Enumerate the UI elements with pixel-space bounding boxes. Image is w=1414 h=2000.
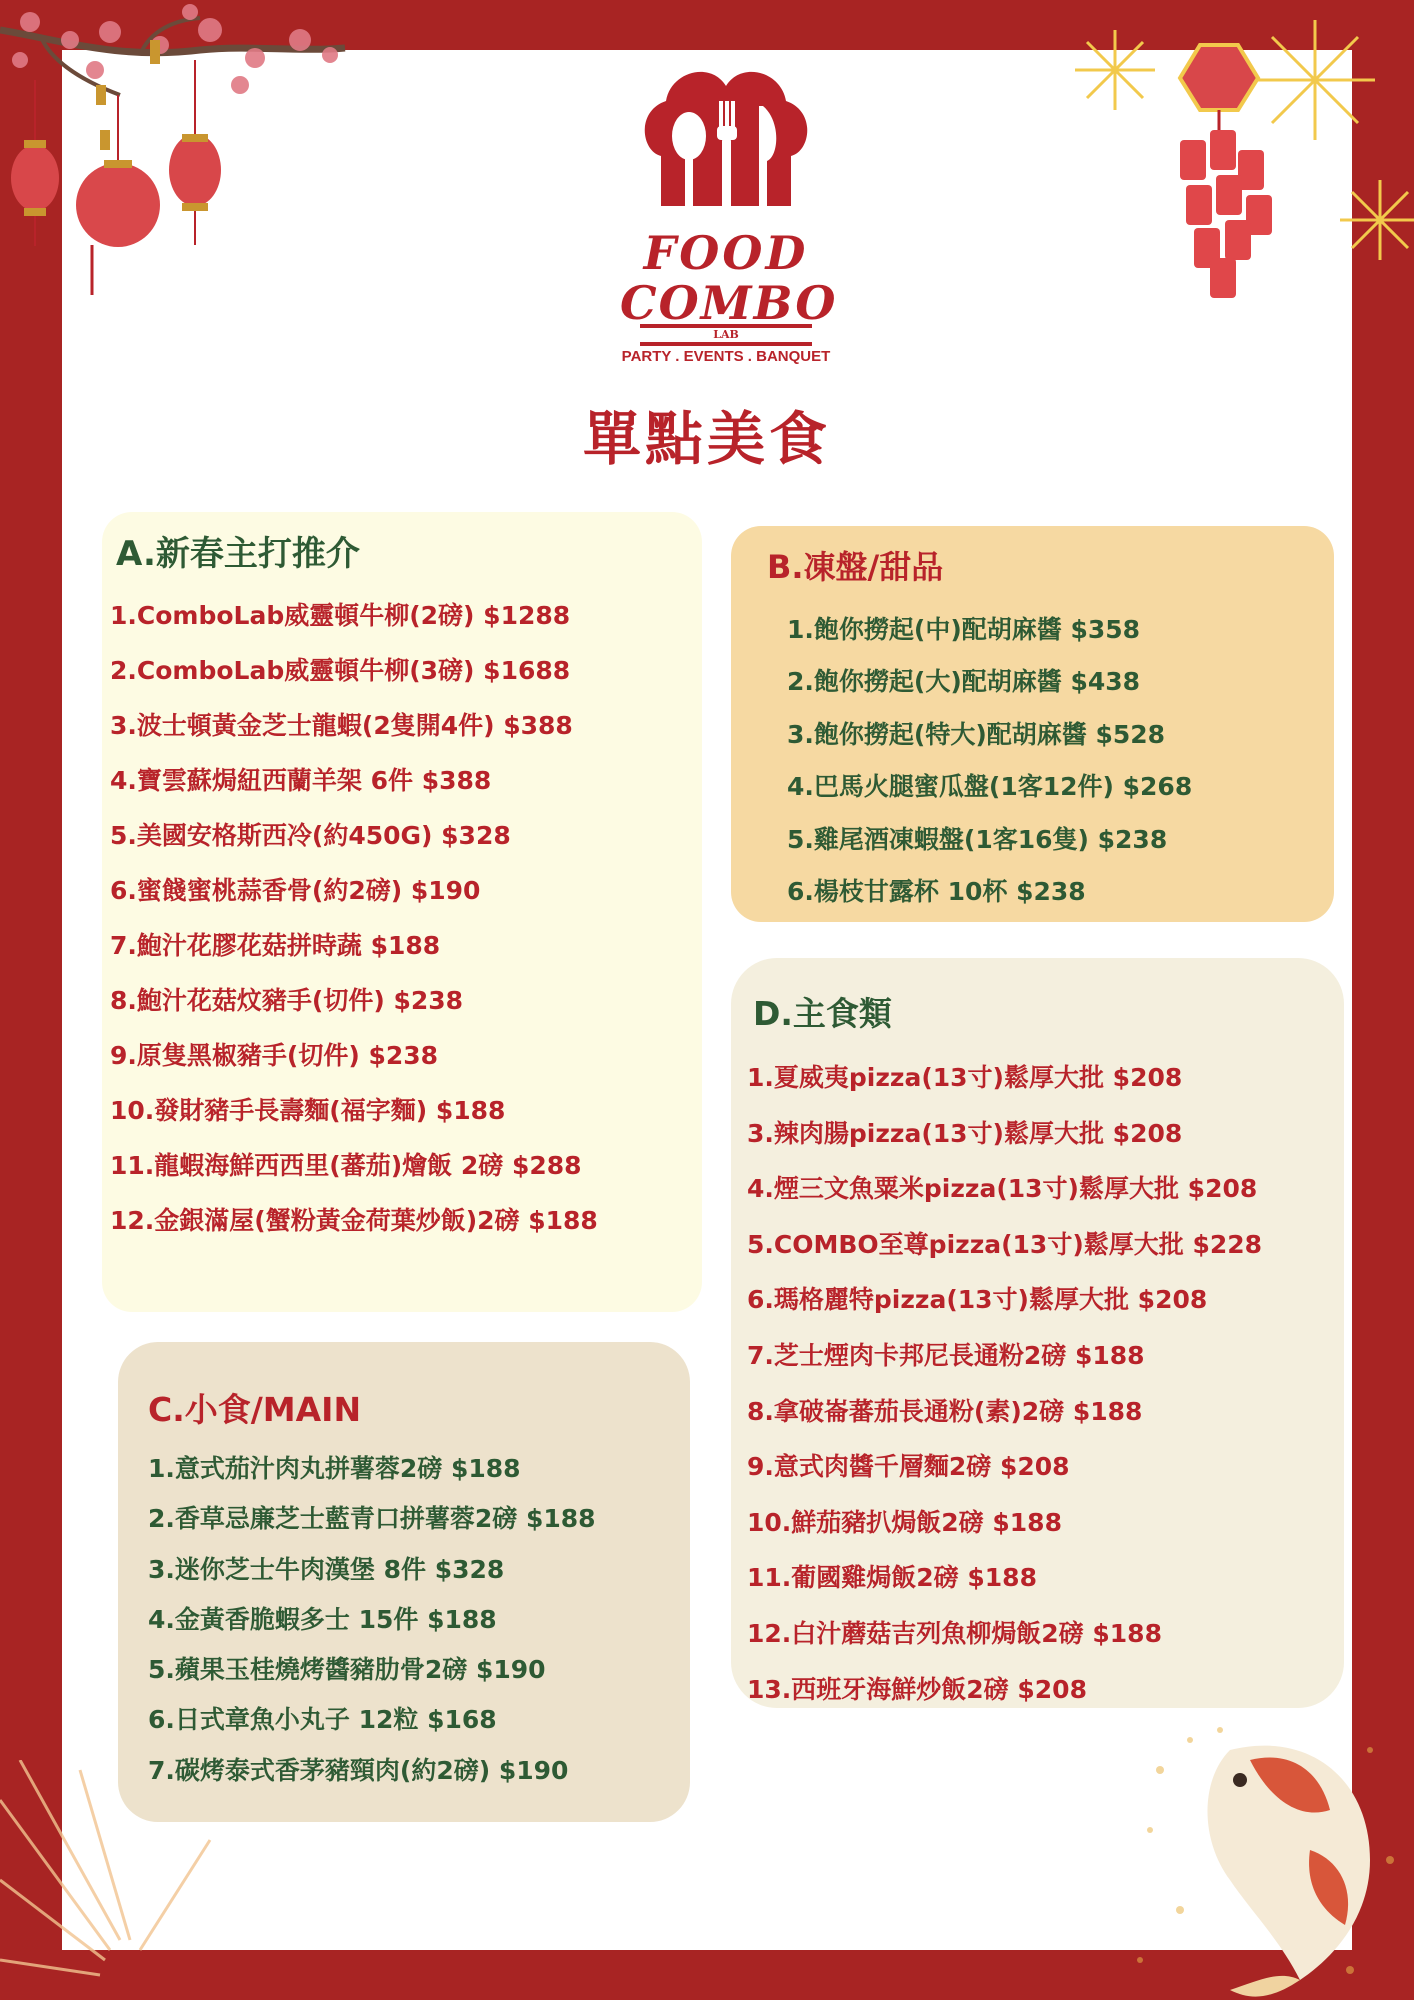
page-title: 單點美食: [582, 405, 831, 473]
menu-item: 6.楊枝甘露杯 10杯 $238: [787, 876, 1086, 906]
food-combo-lab-logo: [620, 66, 838, 372]
chef-hat-utensils-icon: [641, 66, 811, 232]
menu-item: 9.原隻黑椒豬手(切件) $238: [110, 1041, 439, 1070]
lantern-branch-decoration: [0, 0, 360, 310]
section-a-title: A.新春主打推介: [116, 534, 360, 574]
menu-item: 2.ComboLab威靈頓牛柳(3磅) $1688: [110, 656, 571, 685]
menu-item: 4.巴馬火腿蜜瓜盤(1客12件) $268: [787, 772, 1193, 802]
menu-item: 7.碳烤泰式香茅豬頸肉(約2磅) $190: [148, 1755, 569, 1785]
menu-item: 5.雞尾酒凍蝦盤(1客16隻) $238: [787, 824, 1168, 854]
menu-item: 6.蜜餞蜜桃蒜香骨(約2磅) $190: [110, 876, 481, 905]
menu-item: 5.美國安格斯西冷(約450G) $328: [110, 821, 511, 850]
menu-item: 5.蘋果玉桂燒烤醬豬肋骨2磅 $190: [148, 1655, 546, 1685]
menu-item: 7.芝士煙肉卡邦尼長通粉2磅 $188: [747, 1340, 1145, 1370]
menu-item: 6.日式章魚小丸子 12粒 $168: [148, 1705, 497, 1735]
menu-item: 8.鮑汁花菇炆豬手(切件) $238: [110, 986, 464, 1015]
section-b-title: B.凍盤/甜品: [767, 548, 944, 586]
menu-item: 2.香草忌廉芝士藍青口拼薯蓉2磅 $188: [148, 1504, 596, 1534]
menu-item: 1.ComboLab威靈頓牛柳(2磅) $1288: [110, 601, 571, 630]
section-b-panel: [731, 526, 1334, 922]
menu-item: 12.金銀滿屋(蟹粉黃金荷葉炒飯)2磅 $188: [110, 1206, 598, 1235]
firecracker-decoration: [1060, 0, 1414, 320]
menu-item: 1.夏威夷pizza(13寸)鬆厚大批 $208: [747, 1063, 1183, 1092]
section-a-list: [110, 588, 598, 1248]
section-c-list: [148, 1444, 596, 1796]
section-d-title: D.主食類: [753, 994, 892, 1033]
menu-item: 9.意式肉醬千層麵2磅 $208: [747, 1452, 1070, 1482]
menu-item: 11.龍蝦海鮮西西里(蕃茄)燴飯 2磅 $288: [110, 1151, 582, 1180]
logo-wordmark-lab: LAB: [640, 324, 812, 346]
menu-item: 7.鮑汁花膠花菇拼時蔬 $188: [110, 931, 441, 960]
section-b-list: [787, 604, 1192, 918]
menu-item: 3.迷你芝士牛肉漢堡 8件 $328: [148, 1554, 505, 1584]
menu-item: 4.煙三文魚粟米pizza(13寸)鬆厚大批 $208: [747, 1174, 1258, 1204]
section-c-title: C.小食/MAIN: [148, 1390, 362, 1429]
koi-fish-decoration: [1120, 1710, 1414, 2000]
menu-item: 8.拿破崙蕃茄長通粉(素)2磅 $188: [747, 1396, 1143, 1426]
section-c-panel: [118, 1342, 690, 1822]
logo-wordmark-combo: COMBO: [620, 276, 838, 330]
section-a-panel: [102, 512, 702, 1312]
menu-item: 10.發財豬手長壽麵(福字麵) $188: [110, 1096, 506, 1125]
menu-item: 11.葡國雞焗飯2磅 $188: [747, 1563, 1037, 1593]
menu-item: 1.意式茄汁肉丸拼薯蓉2磅 $188: [148, 1454, 521, 1483]
section-d-panel: [731, 958, 1344, 1708]
logo-tagline: PARTY . EVENTS . BANQUET: [621, 348, 831, 365]
menu-item: 2.飽你撈起(大)配胡麻醬 $438: [787, 667, 1141, 697]
menu-item: 12.白汁蘑菇吉列魚柳焗飯2磅 $188: [747, 1618, 1162, 1648]
menu-item: 3.辣肉腸pizza(13寸)鬆厚大批 $208: [747, 1118, 1183, 1148]
menu-item: 4.寶雲蘇焗紐西蘭羊架 6件 $388: [110, 766, 492, 795]
logo-wordmark-food: FOOD: [643, 226, 809, 280]
menu-item: 5.COMBO至尊pizza(13寸)鬆厚大批 $228: [747, 1229, 1263, 1259]
menu-item: 3.波士頓黃金芝士龍蝦(2隻開4件) $388: [110, 711, 573, 740]
menu-item: 13.西班牙海鮮炒飯2磅 $208: [747, 1674, 1087, 1704]
menu-item: 4.金黃香脆蝦多士 15件 $188: [148, 1604, 497, 1634]
menu-item: 3.飽你撈起(特大)配胡麻醬 $528: [787, 719, 1166, 749]
menu-item: 6.瑪格麗特pizza(13寸)鬆厚大批 $208: [747, 1285, 1208, 1315]
menu-item: 1.飽你撈起(中)配胡麻醬 $358: [787, 615, 1141, 644]
menu-item: 10.鮮茄豬扒焗飯2磅 $188: [747, 1507, 1062, 1537]
section-d-list: [747, 1050, 1262, 1717]
